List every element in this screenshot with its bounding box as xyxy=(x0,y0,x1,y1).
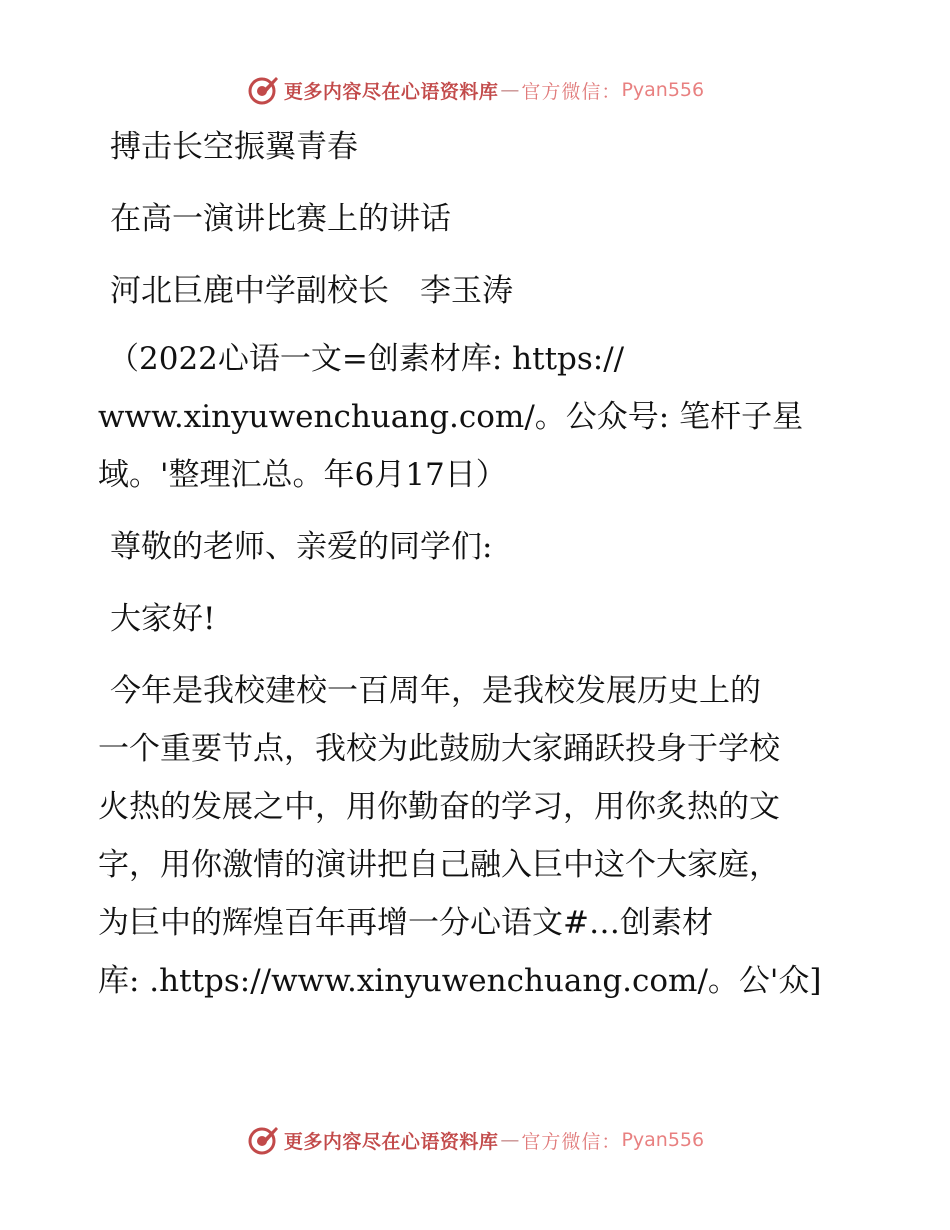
source-note-line: （2022心语一文=创素材库: https:// xyxy=(108,341,625,377)
document-author: 河北巨鹿中学副校长 李玉涛 xyxy=(110,273,513,309)
greeting: 大家好! xyxy=(110,601,216,637)
header-watermark xyxy=(0,70,950,110)
watermark-official-label: 官方微信： xyxy=(521,80,622,103)
body-paragraph-line: 一个重要节点，我校为此鼓励大家踊跃投身于学校 xyxy=(98,731,780,767)
body-paragraph-line: 库: .https://www.xinyuwenchuang.com/。公'众] xyxy=(98,963,822,999)
watermark-wechat-id: Pyan556 xyxy=(621,1129,705,1151)
watermark-wechat-id: Pyan556 xyxy=(621,79,705,101)
quill-logo-icon xyxy=(246,73,280,107)
body-paragraph-line: 为巨中的辉煌百年再增一分心语文#…创素材 xyxy=(98,905,713,941)
source-note-line: 域。'整理汇总。年6月17日） xyxy=(98,457,507,493)
footer-watermark xyxy=(0,1120,950,1160)
document-subtitle: 在高一演讲比赛上的讲话 xyxy=(110,201,451,237)
document-body xyxy=(98,118,858,1010)
body-paragraph-line: 今年是我校建校一百周年，是我校发展历史上的 xyxy=(110,673,761,709)
source-note-line: www.xinyuwenchuang.com/。公众号: 笔杆子星 xyxy=(98,399,804,435)
quill-logo-icon xyxy=(246,1123,280,1157)
watermark-dash: — xyxy=(500,79,520,101)
watermark-dash: — xyxy=(500,1129,520,1151)
watermark-main-text: 更多内容尽在心语资料库 xyxy=(283,80,499,103)
watermark-main-text: 更多内容尽在心语资料库 xyxy=(283,1130,499,1153)
salutation: 尊敬的老师、亲爱的同学们: xyxy=(110,529,493,565)
body-paragraph-line: 字，用你激情的演讲把自己融入巨中这个大家庭， xyxy=(98,847,780,883)
document-title: 搏击长空振翼青春 xyxy=(110,129,358,165)
watermark-official-label: 官方微信： xyxy=(521,1130,622,1153)
body-paragraph-line: 火热的发展之中，用你勤奋的学习，用你炙热的文 xyxy=(98,789,780,825)
